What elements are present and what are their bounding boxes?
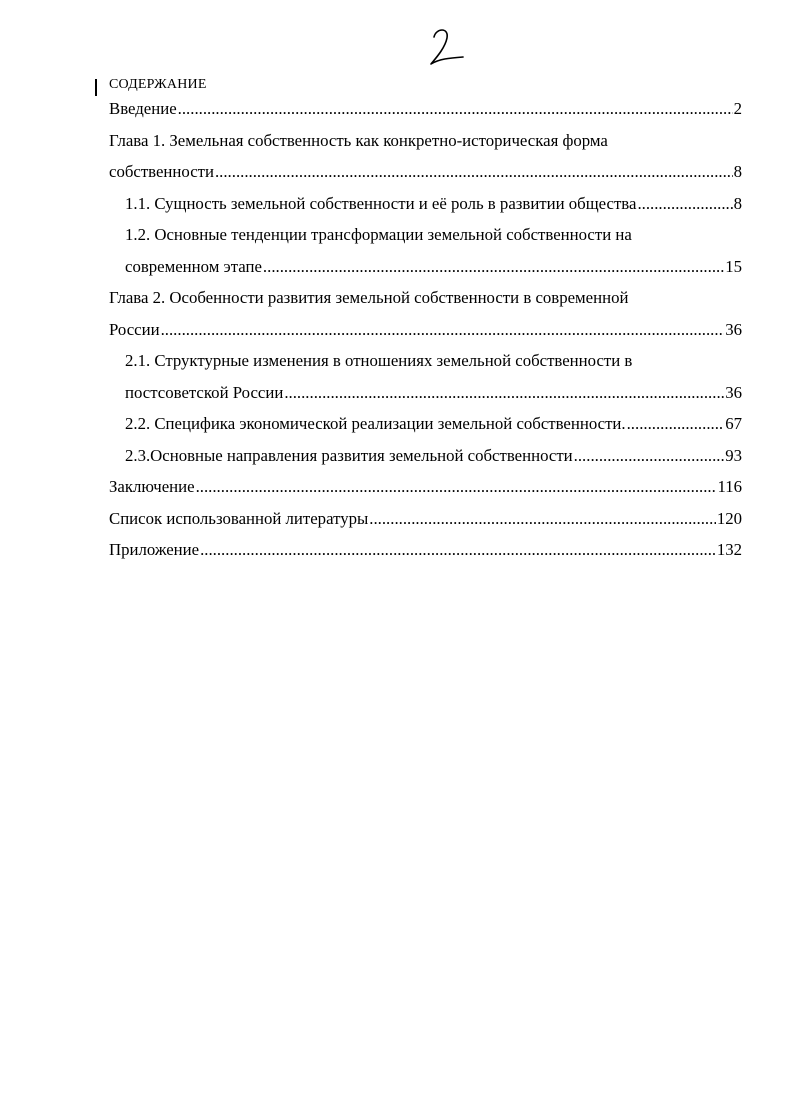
dot-leader	[200, 534, 716, 566]
toc-entry-section-2-2[interactable]	[125, 408, 742, 440]
handwritten-page-number	[427, 24, 467, 70]
dot-leader	[627, 408, 725, 440]
toc-entry-references[interactable]	[109, 503, 742, 535]
toc-entry-page: 2	[733, 99, 742, 118]
toc-entry-chapter-2[interactable]	[109, 282, 742, 345]
toc-entry-section-2-1[interactable]	[125, 345, 742, 408]
toc-entry-page: 120	[716, 508, 742, 528]
toc-entry-page: 15	[725, 256, 742, 276]
toc-entry-title: 2.3.Основные направления развития земельной собственности	[125, 445, 573, 465]
toc-entry-title: 1.1. Сущность земельной собственности и её роль в развитии общества	[125, 193, 637, 213]
dot-leader	[284, 377, 724, 409]
toc-entry-title: Приложение	[109, 540, 200, 559]
toc-entry-title: Список использованной литературы	[109, 508, 369, 528]
toc-entry-page: 8	[733, 162, 742, 181]
toc-entry-title: Глава 1. Земельная собственность как конкретно-историческая форма	[109, 130, 608, 150]
toc-entry-title-cont: современном этапе	[125, 256, 262, 276]
toc-entry-section-2-3[interactable]	[125, 440, 742, 472]
toc-entry-page: 132	[716, 540, 742, 559]
toc-entry-page: 8	[733, 193, 742, 213]
handwritten-page-number-glyph	[427, 24, 467, 70]
toc-entry-page: 93	[725, 445, 742, 465]
dot-leader	[196, 471, 717, 503]
toc-entry-title-cont: постсоветской России	[125, 382, 284, 402]
toc-entry-page: 116	[717, 477, 742, 496]
dot-leader	[637, 188, 732, 220]
toc-entry-title: Введение	[109, 99, 177, 118]
toc-entry-title: Глава 2. Особенности развития земельной собственности в современной	[109, 288, 629, 307]
dot-leader	[215, 156, 733, 188]
margin-bar	[95, 79, 97, 96]
toc-entry-introduction[interactable]	[109, 93, 742, 125]
table-of-contents	[109, 93, 742, 566]
toc-entry-title: 2.2. Специфика экономической реализации земельной собственности.	[125, 414, 626, 433]
toc-entry-title: 2.1. Структурные изменения в отношениях земельной собственности в	[125, 351, 633, 370]
toc-entry-page: 36	[725, 319, 742, 339]
toc-entry-section-1-2[interactable]	[125, 219, 742, 282]
dot-leader	[161, 314, 725, 346]
dot-leader	[263, 251, 724, 283]
dot-leader	[574, 440, 725, 472]
toc-entry-title-cont: собственности	[109, 162, 214, 181]
toc-entry-title-cont: России	[109, 319, 160, 339]
toc-entry-title: Заключение	[109, 477, 195, 496]
toc-entry-appendix[interactable]	[109, 534, 742, 566]
toc-entry-chapter-1[interactable]	[109, 125, 742, 188]
toc-entry-title: 1.2. Основные тенденции трансформации земельной собственности на	[125, 225, 632, 244]
toc-entry-section-1-1[interactable]	[125, 188, 742, 220]
dot-leader	[178, 93, 733, 125]
toc-heading: СОДЕРЖАНИЕ	[109, 77, 207, 92]
toc-entry-conclusion[interactable]	[109, 471, 742, 503]
dot-leader	[369, 503, 716, 535]
toc-entry-page: 36	[725, 382, 742, 402]
toc-entry-page: 67	[725, 414, 742, 433]
